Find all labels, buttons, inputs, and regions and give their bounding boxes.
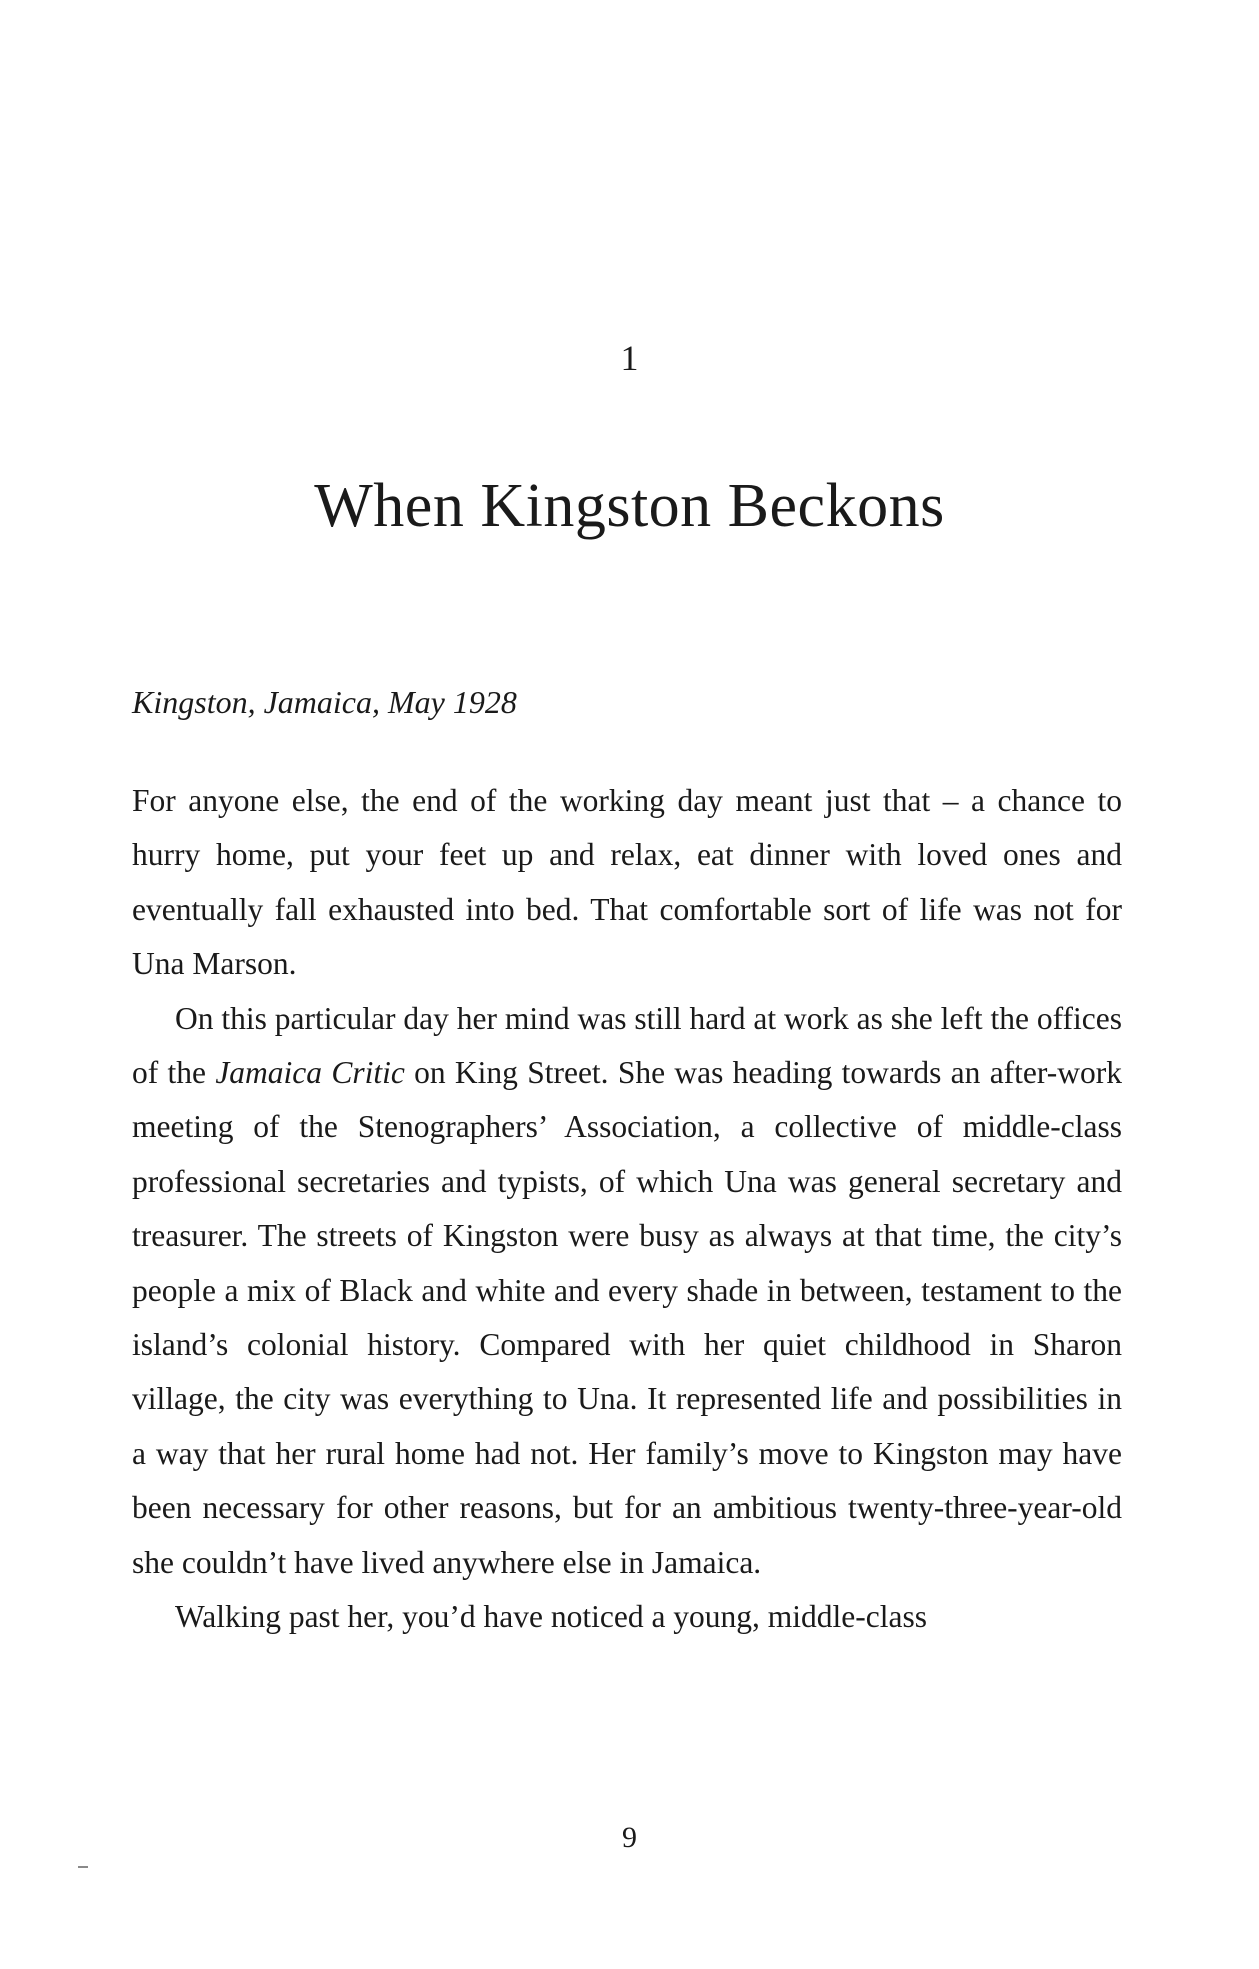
body-text [132,774,1122,1645]
scan-artifact-mark [78,1866,88,1868]
chapter-dateline: Kingston, Jamaica, May 1928 [132,684,517,720]
paragraph-2-part-2: on King Street. She was heading towards an after-work meeting of the Stenographers’ Association, a collective of middle-class professional secretaries and typists, of which Una was general secretary and treasurer. The streets of Kingston were busy as always at that time, the city’s people a mix of Black and white and every shade in between, testament to the island’s colonial history. Compared with her quiet childhood in Sharon village, the city was everything to Una. It represented life and possibilities in a way that her rural home had not. Her family’s move to Kingston may have been necessary for other reasons, but for an ambitious twenty-three-year-old she couldn’t have lived anywhere else in Jamaica. [132,1055,1122,1580]
page-number: 9 [622,1821,637,1854]
paragraph-3: Walking past her, you’d have noticed a young, middle-class [175,1599,928,1635]
publication-title: Jamaica Critic [215,1055,405,1091]
paragraph-2-part-1: On this particular day her mind was still hard at work as she left the offices of the [132,1000,1122,1091]
chapter-number: 1 [620,338,639,378]
paragraph-1: For anyone else, the end of the working day meant just that – a chance to hurry home, put your feet up and relax, eat dinner with loved ones and eventually fall exhausted into bed. That comfortable sort of life was not for Una Marson. [132,783,1122,982]
paragraph-2 [132,992,1122,1590]
chapter-title: When Kingston Beckons [314,472,945,540]
